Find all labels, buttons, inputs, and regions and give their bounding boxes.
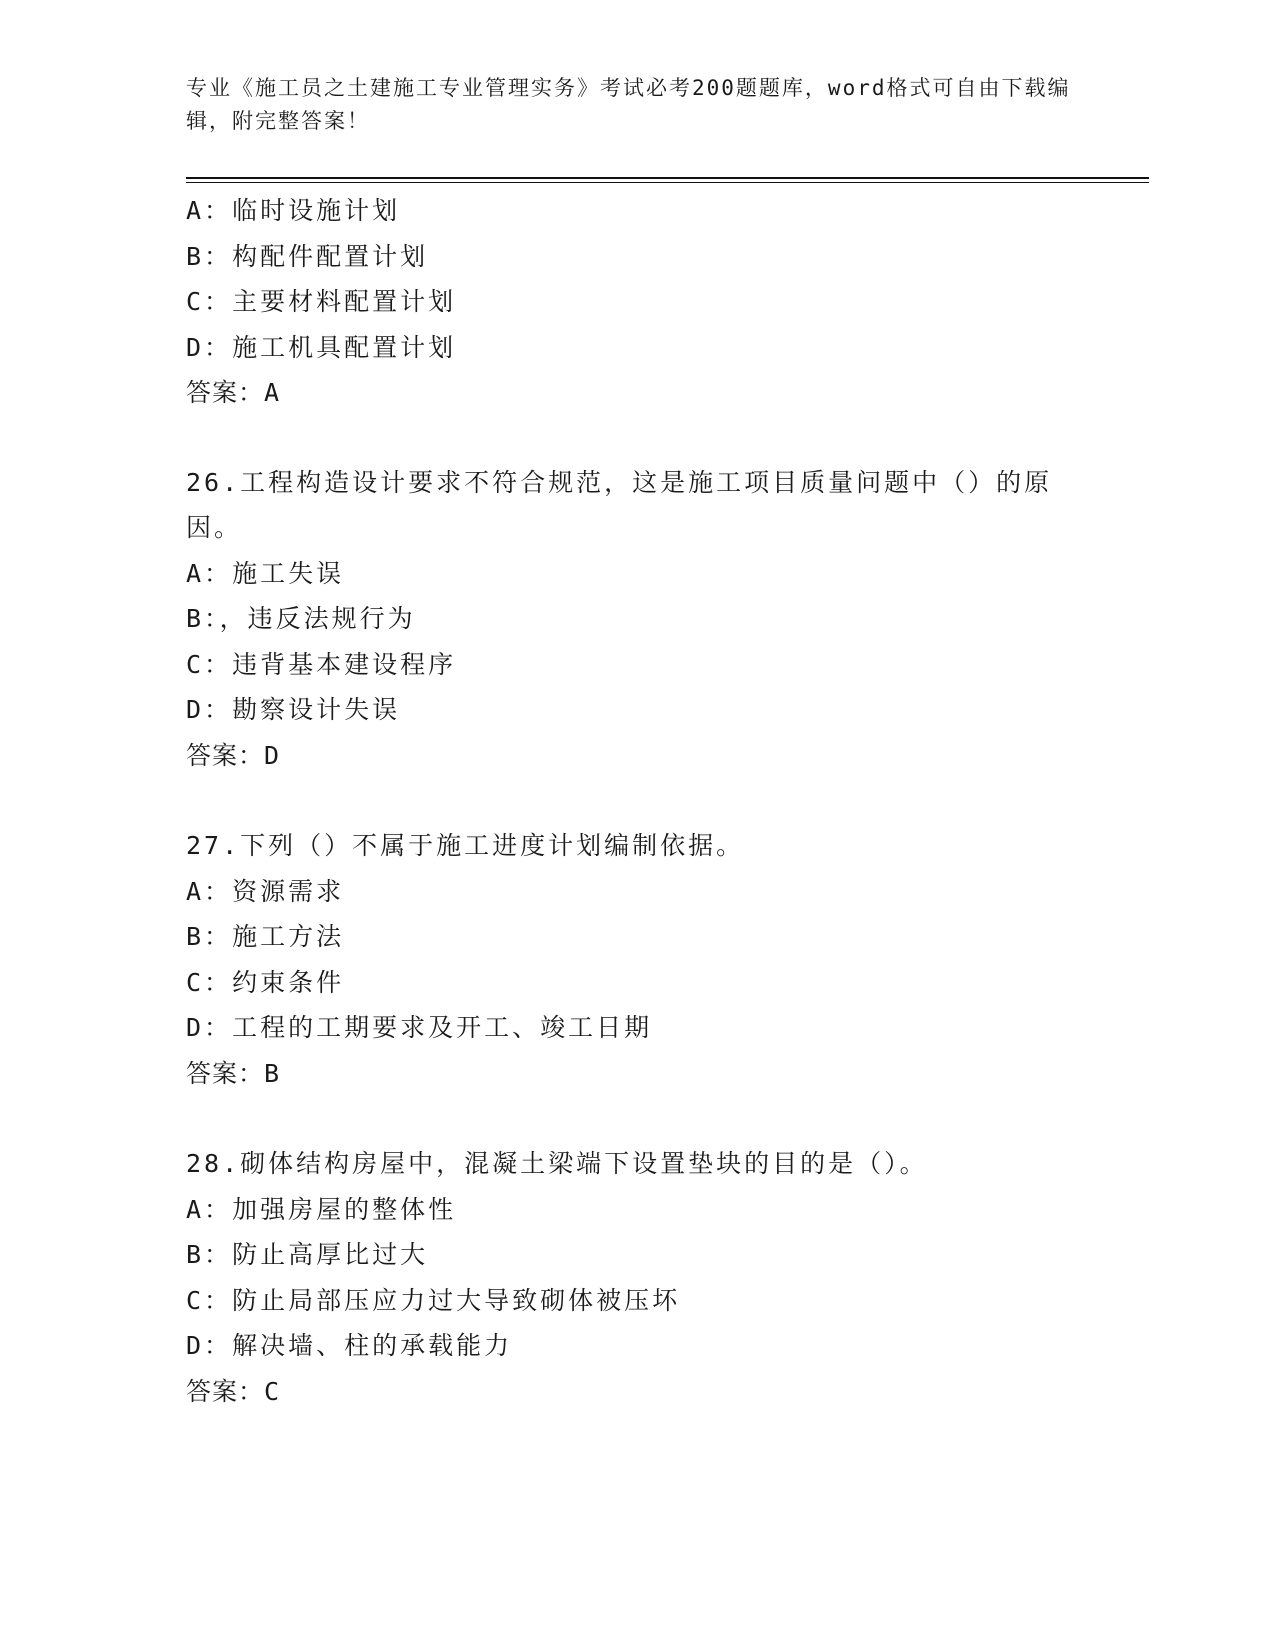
answer-label: 答案： (186, 1058, 265, 1088)
option-text: 资源需求 (232, 876, 345, 906)
option-text: 构配件配置计划 (232, 241, 429, 271)
answer-label: 答案： (186, 378, 265, 407)
header-divider-thick (186, 177, 1149, 179)
answer-line (186, 1369, 1086, 1415)
option-text: 工程的工期要求及开工、竣工日期 (232, 1013, 653, 1042)
option-text: 加强房屋的整体性 (232, 1194, 457, 1224)
answer-value: D (264, 740, 281, 770)
document-header: 专业《施工员之土建施工专业管理实务》考试必考200题题库，word格式可自由下载编辑，附完整答案！ (186, 76, 1071, 133)
option-d: D：勘察设计失误 (186, 695, 401, 724)
option-c: C：约束条件 (186, 967, 345, 997)
option-d: D：解决墙、柱的承载能力 (186, 1331, 513, 1360)
answer-line (186, 733, 1086, 779)
option-b: B：构配件配置计划 (186, 241, 429, 271)
option-text: 主要材料配置计划 (232, 287, 457, 316)
question-block-25 (186, 188, 1086, 416)
answer-value: A (264, 378, 281, 407)
answer-value: C (264, 1376, 281, 1406)
option-text: ，违反法规行为 (219, 604, 416, 633)
option-text: 解决墙、柱的承载能力 (232, 1331, 513, 1360)
option-a: A：施工失误 (186, 558, 345, 588)
option-text: 约束条件 (232, 967, 345, 997)
option-text: 勘察设计失误 (232, 695, 401, 724)
option-text: 防止局部压应力过大导致砌体被压坏 (232, 1285, 681, 1315)
question-text: 27.下列（）不属于施工进度计划编制依据。 (186, 831, 745, 860)
question-text: 28.砌体结构房屋中，混凝土梁端下设置垫块的目的是（）。 (186, 1149, 928, 1178)
option-d: D：施工机具配置计划 (186, 332, 457, 362)
option-c: C：违背基本建设程序 (186, 649, 457, 679)
option-d: D：工程的工期要求及开工、竣工日期 (186, 1013, 653, 1042)
answer-label: 答案： (186, 1376, 265, 1406)
answer-line (186, 1051, 1086, 1097)
option-text: 违背基本建设程序 (232, 649, 457, 679)
option-c: C：防止局部压应力过大导致砌体被压坏 (186, 1285, 681, 1315)
option-b: B：防止高厚比过大 (186, 1240, 429, 1269)
option-text: 临时设施计划 (232, 196, 401, 225)
option-a: A：资源需求 (186, 876, 345, 906)
question-text: 26.工程构造设计要求不符合规范，这是施工项目质量问题中（）的原因。 (186, 467, 1053, 542)
header-divider-thin (186, 182, 1149, 183)
option-text: 施工机具配置计划 (232, 332, 457, 362)
question-block-28 (186, 1141, 1086, 1414)
option-text: 施工方法 (232, 922, 345, 951)
option-c: C：主要材料配置计划 (186, 287, 457, 316)
option-a: A：加强房屋的整体性 (186, 1194, 457, 1224)
option-text: 施工失误 (232, 558, 345, 588)
answer-label: 答案： (186, 740, 265, 770)
option-a: A：临时设施计划 (186, 196, 401, 225)
question-block-27 (186, 823, 1086, 1096)
option-text: 防止高厚比过大 (232, 1240, 429, 1269)
question-block-26 (186, 460, 1086, 779)
answer-value: B (264, 1058, 281, 1088)
option-b: B：施工方法 (186, 922, 345, 951)
question-list (186, 188, 1086, 1459)
option-b: B：，违反法规行为 (186, 604, 416, 633)
answer-line (186, 370, 1086, 416)
